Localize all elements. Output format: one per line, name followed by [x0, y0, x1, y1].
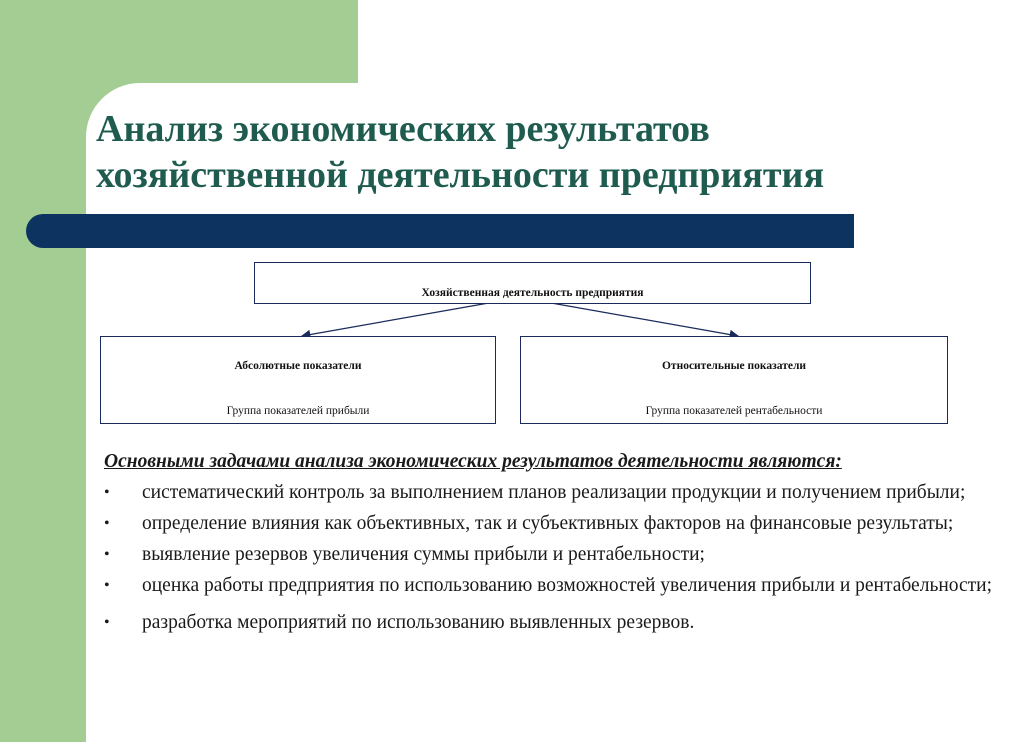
absolute-indicators-heading: Абсолютные показатели: [234, 360, 362, 372]
task-item-text: систематический контроль за выполнением планов реализации продукции и получением прибыли;: [142, 482, 966, 503]
bullet-icon: •: [104, 546, 110, 563]
diagram-relative-box: [520, 336, 948, 424]
task-item-text: оценка работы предприятия по использованию возможностей увеличения прибыли и рентабельности;: [142, 575, 993, 596]
task-item-text: выявление резервов увеличения суммы прибыли и рентабельности;: [142, 544, 705, 565]
task-list: [104, 480, 1004, 641]
task-item: [104, 610, 1004, 636]
slide-title: [96, 106, 996, 198]
diagram-root-label: Хозяйственная деятельность предприятия: [421, 287, 644, 299]
bullet-icon: •: [104, 614, 110, 631]
relative-indicators-heading: Относительные показатели: [661, 360, 807, 372]
task-item: [104, 480, 1004, 506]
diagram-root-box: [254, 262, 811, 304]
title-underline-bar: [26, 214, 854, 248]
relative-indicators-subtitle: Группа показателей рентабельности: [645, 405, 823, 417]
diagram-absolute-box: [100, 336, 496, 424]
tasks-heading: Основными задачами анализа экономических результатов деятельности являются:: [104, 451, 842, 472]
bullet-icon: •: [104, 577, 110, 594]
task-item-text: разработка мероприятий по использованию выявленных резервов.: [142, 612, 695, 633]
task-item-text: определение влияния как объективных, так и субъективных факторов на финансовые результаты;: [142, 513, 954, 534]
slide-title-line-2: хозяйственной деятельности предприятия: [96, 154, 825, 196]
slide-title-line-1: Анализ экономических результатов: [96, 108, 710, 150]
task-item: [104, 573, 1004, 599]
task-item: [104, 542, 1004, 568]
absolute-indicators-subtitle: Группа показателей прибыли: [226, 405, 370, 417]
bullet-icon: •: [104, 484, 110, 501]
bullet-icon: •: [104, 515, 110, 532]
task-item: [104, 511, 1004, 537]
